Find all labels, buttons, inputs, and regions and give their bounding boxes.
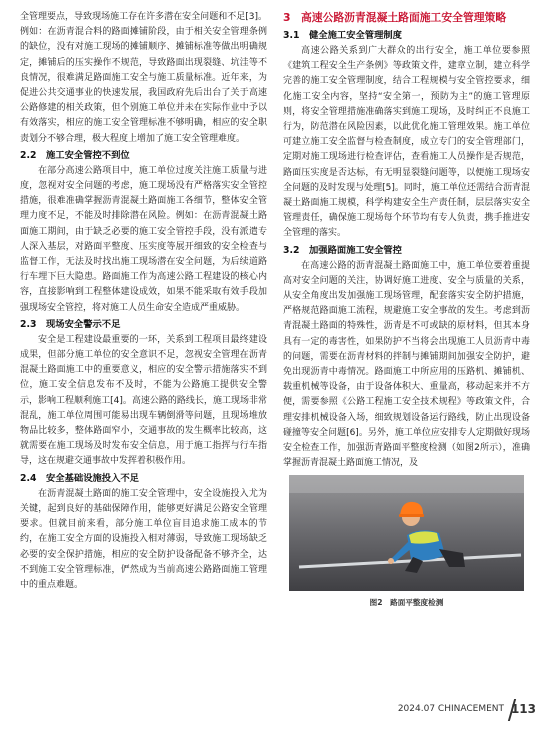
chapter-heading-3 bbox=[283, 10, 530, 26]
right-column bbox=[283, 10, 530, 608]
page-footer bbox=[380, 699, 540, 721]
section-number: 2.2 bbox=[20, 149, 37, 161]
left-column bbox=[20, 10, 267, 593]
section-heading-3-2 bbox=[283, 243, 530, 259]
background-haze bbox=[289, 475, 524, 493]
paragraph: 安全是工程建设最重要的一环，关系到工程项目最终建设成果，但部分施工单位的安全意识不足，忽视安全管理在沥青混凝土路面施工中的重要意义，相应的安全警示措施落实不到位，施工安全信息发布不及时，不能为公路施工提供安全警示，影响工程顺利施工[4]。高速公路的路线长，施工现场非常混乱，施工单位周围可能易出现车辆倒滑等问题，且现场堆放物品比较多，整体路面窄小，交通事故的发生概率比较高，这就需要在施工现场及时发布安全信息，用于施工指挥与行车指导，这在规避交通事故中发挥着积极作用。 bbox=[20, 334, 267, 467]
section-number: 2.4 bbox=[20, 472, 37, 484]
section-title: 加强路面施工安全管控 bbox=[309, 244, 402, 256]
section-title: 安全基础设施投入不足 bbox=[46, 472, 139, 484]
chapter-number: 3 bbox=[283, 11, 291, 24]
section-heading-2-3 bbox=[20, 317, 267, 333]
paragraph: 全管理要点，导致现场施工存在许多潜在安全问题和不足[3]。例如：在沥青混合料的路面摊铺阶段，由于相关安全管理条例的缺位，没有对施工现场的摊铺顺序、摊铺标准等做出明确规定，摊铺后的压实操作不规范，导致路面出现裂缝、坑洼等不良情况，很难满足路面施工安全与施工质量标准。近年来，为促进公共交通事业的快速发展，我国政府先后出台了关于高速公路修建的相关政策，但个别施工单位并未在实际作业中予以有效落实，相应的施工安全管理标准不够明确，相应的安全职责划分不够合理，极大程度上增加了施工安全管理难度。 bbox=[20, 12, 267, 144]
section-heading-2-4 bbox=[20, 471, 267, 487]
section-title: 健全施工安全管理制度 bbox=[309, 30, 402, 41]
section-number: 3.1 bbox=[283, 30, 300, 41]
chapter-title: 高速公路沥青混凝土路面施工安全管理策略 bbox=[301, 11, 507, 24]
section-title: 现场安全警示不足 bbox=[46, 318, 121, 330]
paragraph: 高速公路关系到广大群众的出行安全，施工单位要参照《建筑工程安全生产条例》等政策文件，建章立制，建立科学完善的施工安全管理制度，结合工程规模与安全管控要求，细化施工安全内容，坚持“安全第一，预防为主”的施工管理原则，将安全管理措施准确落实到施工现场，及时纠正不良施工行为，防范潜在风险因素，以此优化施工管理效果。施工单位可建立施工安全监督与检查制度，成立专门的安全管理部门，定期对施工现场进行检查评估，查看施工人员操作是否规范，路面压实度是否达标，有无明显裂缝问题等，以便施工现场安全问题的及时发现与处理[5]。同时，施工单位还需结合沥青混凝土路面施工规模，科学构建安全生产责任制，层层落实安全管理责任，确保施工现场每个环节均有专人负责，携手推进安全管理的落实。 bbox=[283, 46, 530, 239]
paragraph: 在部分高速公路项目中，施工单位过度关注施工质量与进度，忽视对安全问题的考虑，施工现场没有严格落实安全管控措施，很难准确掌握沥青混凝土路面施工各细节，整体安全管理力度不足，不能及时排除潜在风险。例如：在沥青混凝土路面施工期间，由于缺乏必要的施工安全管控手段，没有派遣专人深入基层，对路面平整度、压实度等展开细致的安全检查与监督工作，无法及时找出施工现场潜在安全问题，为后续道路行车埋下巨大隐患。路面施工作为高速公路工程建设的核心内容，直接影响到工程整体建设成效，如果不能采取有效手段加强现场安全管控，将对施工人员生命安全造成严重威胁。 bbox=[20, 165, 267, 313]
figure-caption: 图2 路面平整度检测 bbox=[369, 598, 444, 608]
issue-label: 2024.07 CHINACEMENT bbox=[397, 704, 504, 714]
section-heading-3-1 bbox=[283, 28, 530, 44]
section-number: 3.2 bbox=[283, 244, 300, 256]
paragraph: 在高速公路的沥青混凝土路面施工中，施工单位要着重提高对安全问题的关注，协调好施工进度、安全与质量的关系，从安全角度出发加强施工现场管理，配套落实安全防护措施，严格规范路面施工流程，规避施工安全事故的发生。考虑到沥青混凝土路面的特殊性，沥青是不可或缺的原材料，但其本身具有一定的毒害性，如果防护不当将会出现施工人员沥青中毒的问题，需要在沥青材料的拌制与摊铺期间加强安全防护，避免出现沥青中毒情况。路面施工中所应用的压路机、摊铺机、载重机械等设备，由于设备体积大、重量高，移动起来并不方便，需要参照《公路工程施工安全技术规程》等政策文件，合理安排机械设备入场，细致规划设备运行路线，防止出现设备碰撞等安全问题[6]。另外，施工单位应安排专人定期做好现场安全检查工作，加强沥青路面平整度检测（如图2所示），准确掌握沥青混凝土路面施工情况，及 bbox=[283, 260, 530, 469]
road-flatness-photo bbox=[289, 475, 524, 591]
section-number: 2.3 bbox=[20, 318, 37, 330]
paragraph: 在沥青混凝土路面的施工安全管理中，安全设施投入尤为关键，起到良好的基础保障作用，能够更好满足公路安全管理要求。但就目前来看，部分施工单位盲目追求施工成本的节约，在施工安全方面的设施投入相对薄弱，导致施工现场缺乏必要的安全保护措施，相应的安全防护设备配备不够齐全，达不到施工安全管理标准，俨然成为当前高速公路路面施工管理中的重点难题。 bbox=[20, 488, 267, 590]
photo-illustration bbox=[289, 475, 524, 591]
section-title: 施工安全管控不到位 bbox=[46, 149, 130, 161]
section-heading-2-2 bbox=[20, 148, 267, 164]
page-number: 113 bbox=[510, 702, 536, 716]
